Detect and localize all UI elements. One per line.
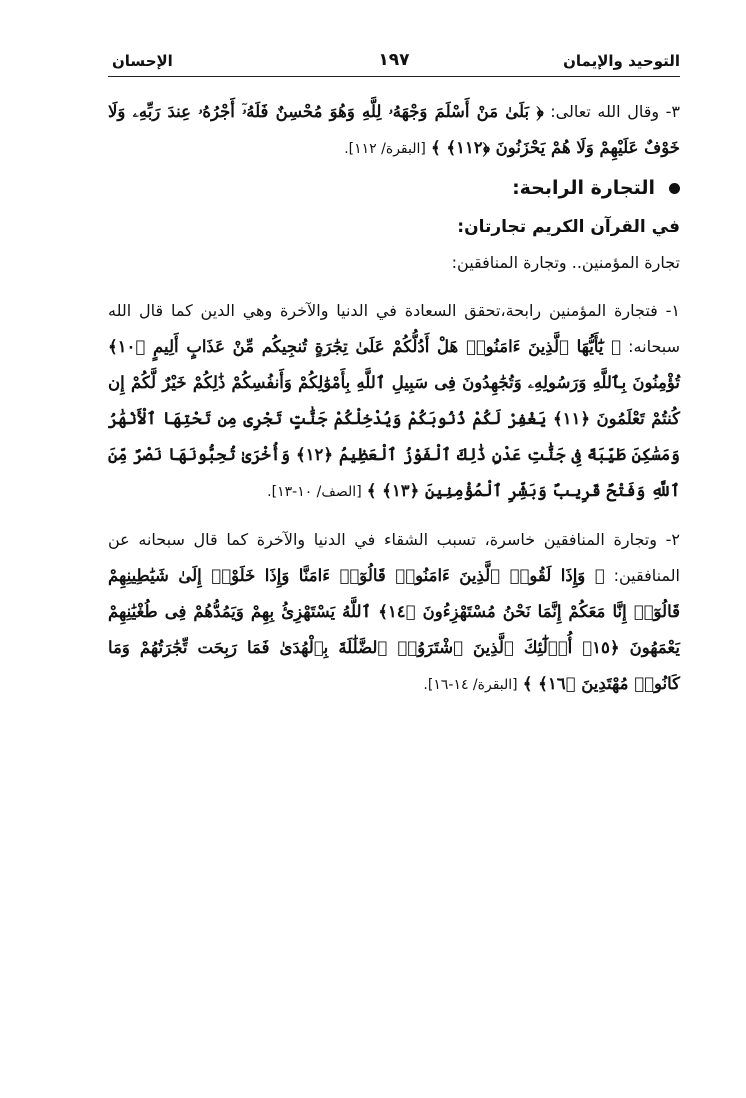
believers-text: ١- فتجارة المؤمنين رابحة،تحقق السعادة في الدنيا والآخرة وهي الدين كما قال الله سبحانه: (108, 301, 680, 356)
book-title: التوحيد والإيمان (563, 52, 680, 70)
hypocrites-verse: ﴿ وَإِذَا لَقُوا۟ ٱلَّذِينَ ءَامَنُوا۟ قَالُوٓا۟ ءَامَنَّا وَإِذَا خَلَوْا۟ إِلَىٰ شَيَٰطِينِهِمْ قَالُوٓا۟ إِنَّا مَعَكُمْ إِنَّمَا نَحْنُ مُسْتَهْزِءُونَ ﴿١٤﴾ ٱللَّهُ يَسْتَهْزِئُ بِهِمْ وَيَمُدُّهُمْ فِى طُغْيَٰنِهِمْ يَعْمَهُونَ ﴿١٥﴾ أُو۟لَٰٓئِكَ ٱلَّذِينَ ٱشْتَرَوُا۟ ٱلضَّلَٰلَةَ بِٱلْهُدَىٰ فَمَا رَبِحَت تِّجَٰرَتُهُمْ وَمَا كَانُوا۟ مُهْتَدِينَ ﴿١٦﴾ ﴾ (108, 566, 680, 693)
believers-reference: [الصف/ ١٠-١٣]. (267, 484, 362, 500)
item-3-verse: ﴿ بَلَىٰ مَنْ أَسْلَمَ وَجْهَهُۥ لِلَّهِ وَهُوَ مُحْسِنٌ فَلَهُۥٓ أَجْرُهُۥ عِندَ رَبِّهِۦ وَلَا خَوْفٌ عَلَيْهِمْ وَلَا هُمْ يَحْزَنُونَ ﴿١١٢﴾ ﴾ (108, 102, 680, 157)
hypocrites-text: ٢- وتجارة المنافقين خاسرة، تسبب الشقاء في الدنيا والآخرة كما قال سبحانه عن المنافقين: (108, 530, 680, 585)
believers-paragraph (108, 293, 680, 510)
bullet-icon (669, 183, 680, 194)
page-header (108, 36, 680, 77)
item-3-intro: ٣- وقال الله تعالى: (550, 102, 681, 121)
hypocrites-reference: [البقرة/ ١٤-١٦]. (423, 677, 518, 693)
intro-line: تجارة المؤمنين.. وتجارة المنافقين: (451, 253, 680, 272)
page-body (108, 94, 680, 703)
subheading: في القرآن الكريم تجارتان: (457, 217, 680, 237)
item-3-reference: [البقرة/ ١١٢]. (344, 141, 426, 157)
chapter-title: الإحسان (112, 52, 173, 70)
section-heading (108, 177, 680, 199)
section-title: التجارة الرابحة: (512, 177, 655, 199)
hypocrites-paragraph (108, 522, 680, 703)
believers-verse: ﴿ يَٰٓأَيُّهَا ٱلَّذِينَ ءَامَنُوا۟ هَلْ أَدُلُّكُمْ عَلَىٰ تِجَٰرَةٍ تُنجِيكُم مِّنْ عَذَابٍ أَلِيمٍ ﴿١٠﴾ تُؤْمِنُونَ بِٱللَّهِ وَرَسُولِهِۦ وَتُجَٰهِدُونَ فِى سَبِيلِ ٱللَّهِ بِأَمْوَٰلِكُمْ وَأَنفُسِكُمْ ذَٰلِكُمْ خَيْرٌ لَّكُمْ إِن كُنتُمْ تَعْلَمُونَ ﴿١١﴾ يَغْفِرْ لَكُمْ ذُنُوبَكُمْ وَيُدْخِلْكُمْ جَنَّٰتٍ تَجْرِى مِن تَحْتِهَا ٱلْأَنْهَٰرُ وَمَسَٰكِنَ طَيِّبَةً فِى جَنَّٰتِ عَدْنٍ ذَٰلِكَ ٱلْفَوْزُ ٱلْعَظِيمُ ﴿١٢﴾ وَأُخْرَىٰ تُحِبُّونَهَا نَصْرٌ مِّنَ ٱللَّهِ وَفَتْحٌ قَرِيبٌ وَبَشِّرِ ٱلْمُؤْمِنِينَ ﴿١٣﴾ ﴾ (108, 337, 680, 500)
item-3-paragraph (108, 94, 680, 167)
page-number: ١٩٧ (378, 50, 410, 70)
